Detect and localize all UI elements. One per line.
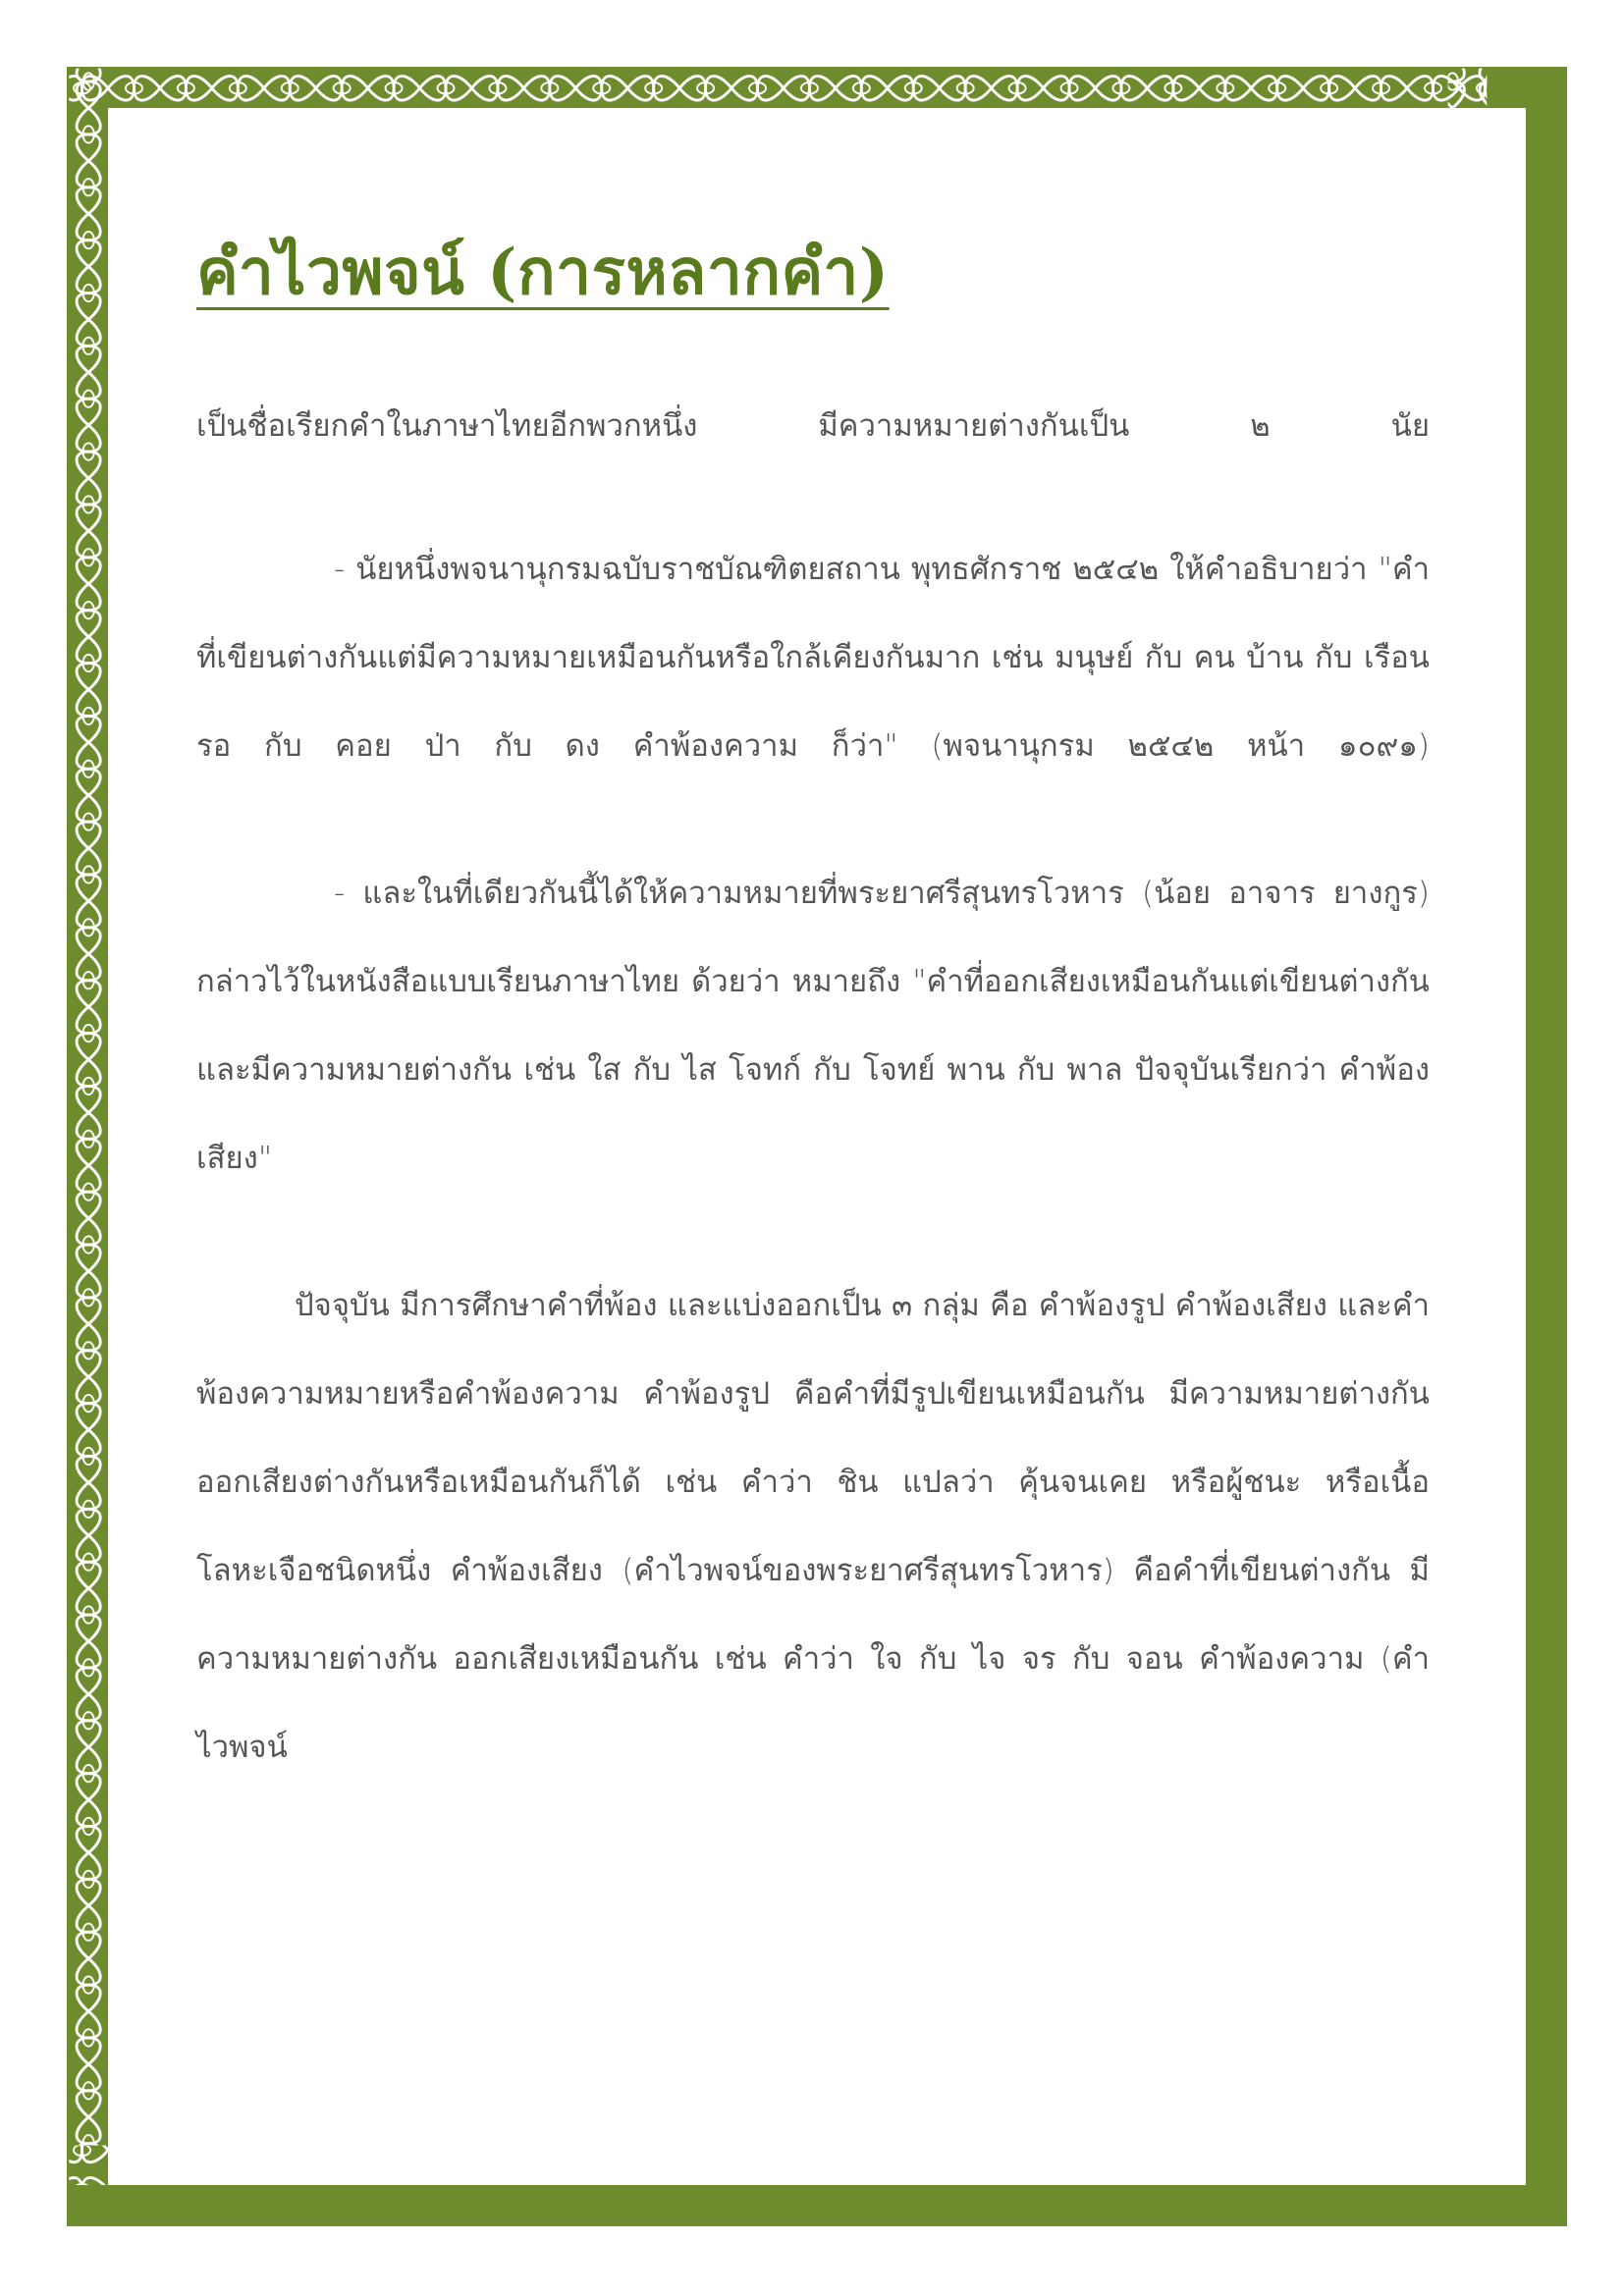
page-title: คำไวพจน์ (การหลากคำ) [196,236,890,309]
document-body [196,236,1430,1850]
paragraph-current-study: ปัจจุบัน มีการศึกษาคำที่พ้อง และแบ่งออกเป็น ๓ กลุ่ม คือ คำพ้องรูป คำพ้องเสียง และคำพ้องความหมายหรือคำพ้องความ คำพ้องรูป คือคำที่มีรูปเขียนเหมือนกัน มีความหมายต่างกัน ออกเสียงต่างกันหรือเหมือนกันก็ได้ เช่น คำว่า ชิน แปลว่า คุ้นจนเคย หรือผู้ชนะ หรือเนื้อโลหะเจือชนิดหนึ่ง คำพ้องเสียง (คำไวพจน์ของพระยาศรีสุนทรโวหาร) คือคำที่เขียนต่างกัน มีความหมายต่างกัน ออกเสียงเหมือนกัน เช่น คำว่า ใจ กับ ไจ จร กับ จอน คำพ้องความ (คำไวพจน์ [196,1287,1430,1765]
paragraph-meaning-two: - และในที่เดียวกันนี้ได้ให้ความหมายที่พระยาศรีสุนทรโวหาร (น้อย อาจาร ยางกูร) กล่าวไว้ในหนังสือแบบเรียนภาษาไทย ด้วยว่า หมายถึง "คำที่ออกเสียงเหมือนกันแต่เขียนต่างกันและมีความหมายต่างกัน เช่น ใส กับ ไส โจทก์ กับ โจทย์ พาน กับ พาล ปัจจุบันเรียกว่า คำพ้องเสียง" [196,875,1430,1176]
paragraph-intro: เป็นชื่อเรียกคำในภาษาไทยอีกพวกหนึ่ง มีความหมายต่างกันเป็น ๒ นัย [196,407,1430,444]
paragraph-meaning-one: - นัยหนึ่งพจนานุกรมฉบับราชบัณฑิตยสถาน พุทธศักราช ๒๕๔๒ ให้คำอธิบายว่า "คำที่เขียนต่างกันแต่มีความหมายเหมือนกันหรือใกล้เคียงกันมาก เช่น มนุษย์ กับ คน บ้าน กับ เรือน รอ กับ คอย ป่า กับ ดง คำพ้องความ ก็ว่า" (พจนานุกรม ๒๕๔๒ หน้า ๑๐๙๑) [196,551,1430,764]
